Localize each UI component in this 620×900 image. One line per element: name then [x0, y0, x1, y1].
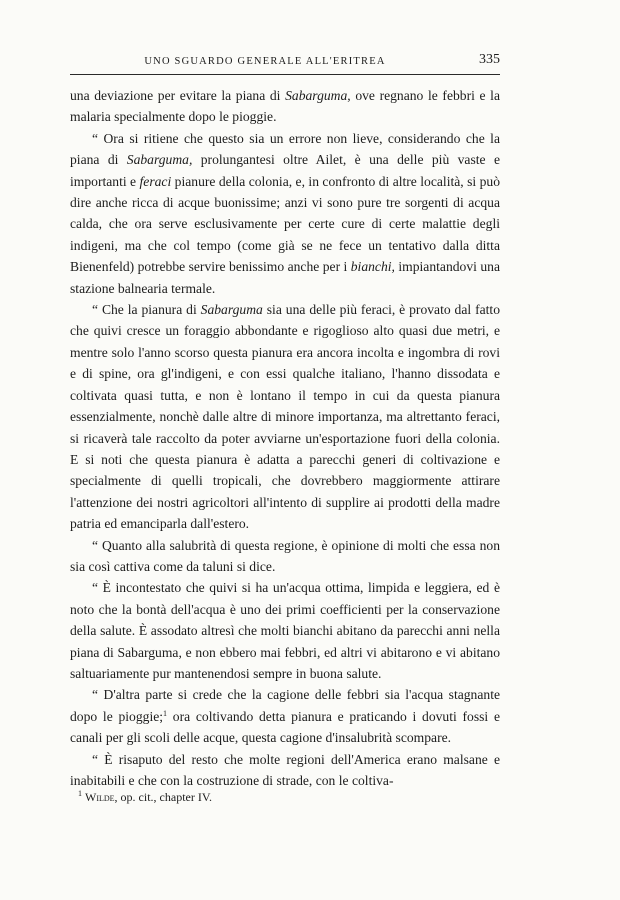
footnote: [78, 790, 508, 805]
paragraph: [70, 85, 500, 128]
italic-text: feraci: [139, 173, 172, 189]
paragraph: [70, 684, 500, 748]
italic-text: Sabarguma: [200, 302, 263, 318]
text-run: pianure della colonia, e, in confronto di altre località, si può dire anche ricca di acque buonissime; anzi vi sono pure tre sorgenti di acqua calda, che ora serve esclusivamente per certe cure di certe malattie degli indigeni, ma che col tempo (come già se ne fece un tentativo dalla ditta Bienenfeld) potrebbe servire benissimo anche per i: [70, 173, 500, 275]
paragraph: [70, 577, 500, 684]
footnote-text: , op. cit., chapter IV.: [114, 790, 212, 804]
footnote-marker: 1: [78, 789, 82, 798]
text-run: “ È incontestato che quivi si ha un'acqua ottima, limpida e leggiera, ed è noto che la bontà dell'acqua è uno dei primi coefficienti per la conservazione della salute. È assodato altresì che molti bianchi abitano da parecchi anni nella piana di Sabarguma, e non ebbero mai febbri, ed altri vi abitarono e vi abitano saltuariamente pur mantenendosi sempre in buona salute.: [70, 580, 500, 681]
paragraph: [70, 749, 500, 792]
footnote-author: Wilde: [85, 790, 115, 804]
text-run: una deviazione per evitare la piana di: [70, 88, 286, 103]
running-head-title: UNO SGUARDO GENERALE ALL'ERITREA: [144, 56, 386, 67]
body-text: [70, 85, 500, 791]
text-run: “ D'altra parte si crede che la cagione delle febbri sia l'acqua stagnante dopo le pioggie;: [70, 687, 500, 724]
text-run: impiantandovi una stazione balnearia termale.: [70, 259, 500, 296]
paragraph: [70, 128, 500, 299]
text-run: ora coltivando detta pianura e praticando i dovuti fossi e canali per gli scoli delle acque, questa cagione d'insalubrità scompare.: [70, 708, 500, 746]
italic-text: Sabarguma: [285, 88, 348, 103]
paragraph: [70, 299, 500, 534]
text-run: “ Quanto alla salubrità di questa regione, è opinione di molti che essa non sia così cattiva come da taluni si dice.: [70, 537, 500, 574]
text-run: “ È risaputo del resto che molte regioni dell'America erano malsane e inabitabili e che con la costruzione di strade, con le coltiva-: [70, 751, 500, 788]
text-run: “ Ora si ritiene che questo sia un errore non lieve, considerando che la piana di: [70, 130, 500, 168]
footnote-ref: 1: [163, 708, 168, 718]
running-head: [70, 50, 500, 75]
italic-text: Sabarguma,: [126, 152, 193, 168]
page: [70, 50, 500, 791]
text-run: , ove regnano le febbri e la malaria specialmente dopo le pioggie.: [70, 88, 500, 125]
page-number: 335: [479, 52, 500, 67]
italic-text: bianchi,: [350, 259, 395, 275]
text-run: “ Che la pianura di: [92, 302, 201, 318]
text-run: sia una delle più feraci, è provato dal fatto che quivi cresce un foraggio abbondante e rigoglioso alto quasi due metri, e mentre solo l'anno scorso questa pianura era ancora incolta e ingombra di rovi e di spine, ora gl'indigeni, e con essi qualche italiano, l'hanno dissodata e coltivata quasi tutta, e non è lontano il tempo in cui da questa pianura essenzialmente, nonchè dalle altre di minore importanza, ma altrettanto feraci, si ricaverà tale raccolto da poter avviarne un'esportazione fuori della colonia. E si noti che questa pianura è adatta a parecchi generi di coltivazione e specialmente di quelli tropicali, che dovrebbero maggiormente attirare l'attenzione dei nostri agricoltori all'intento di supplire ai prodotti della madre patria ed emanciparla dall'estero.: [70, 302, 500, 532]
paragraph: [70, 535, 500, 578]
text-run: prolungantesi oltre Ailet, è una delle più vaste e importanti e: [70, 152, 500, 189]
